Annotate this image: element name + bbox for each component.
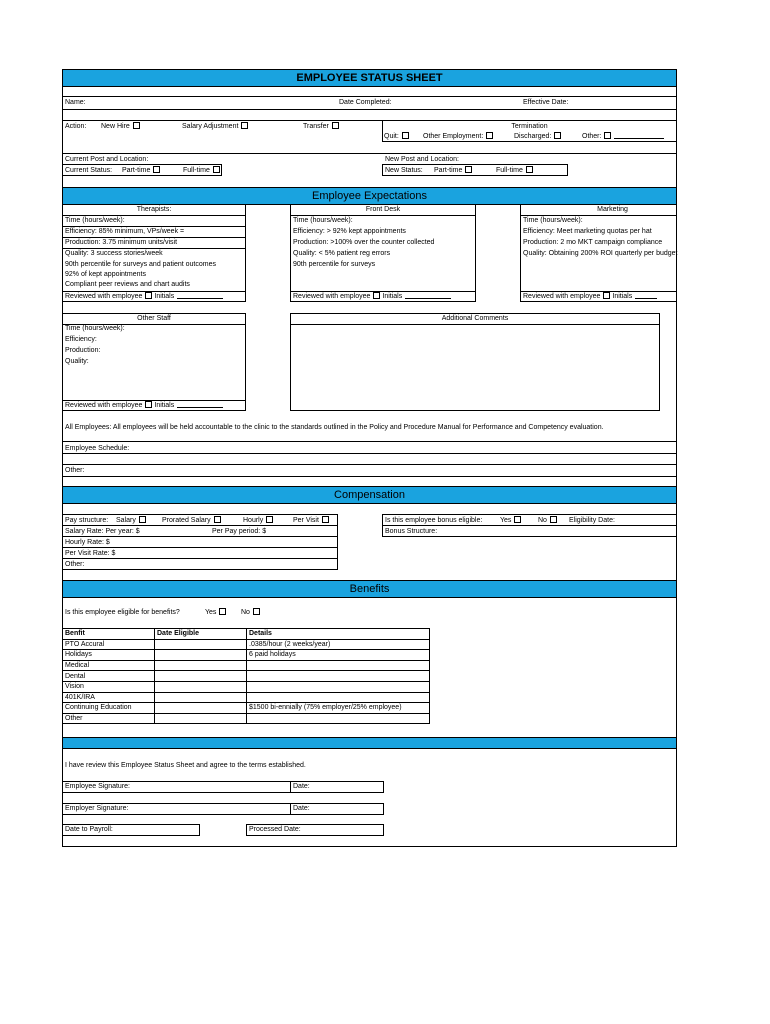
initials-label: Initials (612, 293, 633, 300)
other-employment-option[interactable] (423, 132, 493, 142)
current-part-time-checkbox[interactable] (153, 166, 160, 173)
salary-checkbox[interactable] (139, 516, 146, 523)
salary-option[interactable] (116, 516, 146, 526)
part-time-label: Part-time (122, 167, 151, 174)
hourly-checkbox[interactable] (266, 516, 273, 523)
quit-option[interactable] (384, 132, 409, 142)
marketing-line: Efficiency: Meet marketing quotas per hat (523, 228, 652, 235)
column-header: Benfit (63, 629, 155, 640)
per-pay-period-label: Per Pay period: $ (212, 528, 267, 535)
benefits-no-checkbox[interactable] (253, 608, 260, 615)
employer-date-label: Date: (293, 805, 310, 812)
benefits-table (62, 628, 430, 724)
new-hire-checkbox[interactable] (133, 122, 140, 129)
name-label: Name: (65, 99, 86, 106)
salary-label: Salary (116, 517, 136, 524)
other-staff-heading: Other Staff (137, 315, 171, 322)
front-desk-line: Efficiency: > 92% kept appointments (293, 228, 406, 235)
divider (62, 441, 677, 442)
new-hire-option[interactable] (101, 122, 140, 132)
front-desk-reviewed-checkbox[interactable] (373, 292, 380, 299)
other-staff-initials-line[interactable] (177, 407, 223, 408)
compensation-heading: Compensation (62, 486, 677, 504)
divider (62, 96, 677, 97)
other-termination-label: Other: (582, 133, 602, 140)
marketing-review[interactable] (523, 292, 657, 302)
date-eligible-cell[interactable] (155, 713, 247, 724)
benefit-name: Continuing Education (63, 703, 155, 714)
table-header-row (63, 629, 430, 640)
column-header: Date Eligible (155, 629, 247, 640)
yes-label: Yes (205, 609, 217, 616)
benefit-name: Holidays (63, 650, 155, 661)
hourly-rate-label: Hourly Rate: $ (65, 539, 110, 546)
marketing-line: Time (hours/week): (523, 217, 583, 224)
benefits-eligible-label: Is this employee eligible for benefits? (65, 609, 180, 616)
table-row (63, 692, 430, 703)
new-hire-label: New Hire (101, 123, 130, 130)
front-desk-heading: Front Desk (365, 206, 401, 213)
date-eligible-cell[interactable] (155, 681, 247, 692)
new-part-time-checkbox[interactable] (465, 166, 472, 173)
no-label: No (241, 609, 250, 616)
therapists-line: Efficiency: 85% minimum, VPs/week = (65, 228, 185, 235)
other-staff-line: Production: (65, 347, 101, 354)
bonus-yes-checkbox[interactable] (514, 516, 521, 523)
benefits-yes-option[interactable] (205, 608, 226, 618)
additional-comments-box[interactable] (290, 313, 660, 411)
bonus-yes-option[interactable] (500, 516, 521, 526)
other-staff-reviewed-checkbox[interactable] (145, 401, 152, 408)
benefit-details (247, 681, 430, 692)
initials-label: Initials (154, 402, 175, 409)
other-staff-line: Quality: (65, 358, 89, 365)
therapists-review[interactable] (65, 292, 223, 302)
transfer-checkbox[interactable] (332, 122, 339, 129)
other-staff-line: Efficiency: (65, 336, 97, 343)
transfer-option[interactable] (303, 122, 339, 132)
front-desk-review[interactable] (293, 292, 451, 302)
table-row (63, 650, 430, 661)
benefit-details (247, 660, 430, 671)
other-employment-checkbox[interactable] (486, 132, 493, 139)
prorated-salary-label: Prorated Salary (162, 517, 211, 524)
employee-date-label: Date: (293, 783, 310, 790)
marketing-initials-line[interactable] (635, 298, 657, 299)
full-time-label: Full-time (183, 167, 210, 174)
processed-date-label: Processed Date: (249, 826, 301, 833)
per-visit-rate-label: Per Visit Rate: $ (65, 550, 116, 557)
table-row (63, 660, 430, 671)
quit-label: Quit: (384, 133, 399, 140)
current-full-time-option[interactable] (183, 166, 220, 176)
divider (290, 803, 291, 815)
per-visit-label: Per Visit (293, 517, 319, 524)
discharged-checkbox[interactable] (554, 132, 561, 139)
initials-label: Initials (382, 293, 403, 300)
salary-adjustment-checkbox[interactable] (241, 122, 248, 129)
new-post-label: New Post and Location: (385, 156, 459, 163)
benefit-details (247, 692, 430, 703)
benefit-name: Vision (63, 681, 155, 692)
prorated-salary-option[interactable] (162, 516, 221, 526)
all-employees-statement: All Employees: All employees will be held accountable to the clinic to the standards outlined in the Policy and Procedure Manual for Performance and Competency evaluation. (65, 424, 604, 431)
date-eligible-cell[interactable] (155, 692, 247, 703)
benefits-heading: Benefits (62, 580, 677, 598)
therapists-initials-line[interactable] (177, 298, 223, 299)
date-eligible-cell[interactable] (155, 660, 247, 671)
marketing-line: Quality: Obtaining 200% ROI quarterly per budget (523, 250, 678, 257)
bonus-structure-label: Bonus Structure: (385, 528, 438, 535)
therapists-line: Compliant peer reviews and chart audits (65, 281, 190, 288)
column-header: Details (247, 629, 430, 640)
pay-structure-label: Pay structure: (65, 517, 109, 524)
table-row (63, 681, 430, 692)
form-title: EMPLOYEE STATUS SHEET (62, 69, 677, 87)
reviewed-label: Reviewed with employee (65, 402, 143, 409)
divider (62, 453, 677, 454)
employer-signature-label: Employer Signature: (65, 805, 129, 812)
front-desk-line: 90th percentile for surveys (293, 261, 376, 268)
benefit-name: 401K/IRA (63, 692, 155, 703)
benefits-no-option[interactable] (241, 608, 260, 618)
yes-label: Yes (500, 517, 512, 524)
date-eligible-cell[interactable] (155, 671, 247, 682)
therapists-line: Time (hours/week): (65, 217, 125, 224)
hourly-option[interactable] (243, 516, 273, 526)
front-desk-line: Quality: < 5% patient reg errors (293, 250, 391, 257)
benefit-name: PTO Accural (63, 639, 155, 650)
quit-checkbox[interactable] (402, 132, 409, 139)
divider (62, 476, 677, 477)
new-part-time-option[interactable] (434, 166, 472, 176)
therapists-line: 90th percentile for surveys and patient outcomes (65, 261, 216, 268)
employee-expectations-heading: Employee Expectations (62, 187, 677, 205)
other-staff-review[interactable] (65, 401, 223, 411)
effective-date-label: Effective Date: (523, 99, 569, 106)
termination-label: Termination (511, 123, 548, 130)
date-to-payroll-label: Date to Payroll: (65, 826, 113, 833)
date-eligible-cell[interactable] (155, 639, 247, 650)
salary-adjustment-label: Salary Adjustment (182, 123, 239, 130)
current-full-time-checkbox[interactable] (213, 166, 220, 173)
benefit-details: 6 paid holidays (247, 650, 430, 661)
marketing-reviewed-checkbox[interactable] (603, 292, 610, 299)
other-staff-line: Time (hours/week): (65, 325, 125, 332)
new-status-label: New Status: (385, 167, 423, 174)
table-row (63, 671, 430, 682)
benefits-yes-checkbox[interactable] (219, 608, 226, 615)
new-full-time-option[interactable] (496, 166, 533, 176)
other-termination-checkbox[interactable] (604, 132, 611, 139)
full-time-label: Full-time (496, 167, 523, 174)
reviewed-label: Reviewed with employee (523, 293, 601, 300)
current-status-label: Current Status: (65, 167, 113, 174)
compensation-other-label: Other: (65, 561, 85, 568)
agreement-statement: I have review this Employee Status Sheet and agree to the terms established. (65, 762, 306, 769)
benefit-details: .0385/hour (2 weeks/year) (247, 639, 430, 650)
discharged-option[interactable] (514, 132, 561, 142)
therapists-line: 92% of kept appointments (65, 271, 146, 278)
other-employment-label: Other Employment: (423, 133, 484, 140)
front-desk-line: Production: >100% over the counter collected (293, 239, 435, 246)
divider (62, 153, 677, 154)
therapists-heading: Therapists: (136, 206, 172, 213)
front-desk-line: Time (hours/week): (293, 217, 353, 224)
benefit-details (247, 671, 430, 682)
hourly-label: Hourly (243, 517, 264, 524)
form-frame (62, 69, 677, 847)
per-visit-checkbox[interactable] (322, 516, 329, 523)
divider (62, 464, 677, 465)
prorated-salary-checkbox[interactable] (214, 516, 221, 523)
benefit-name: Dental (63, 671, 155, 682)
employee-signature-label: Employee Signature: (65, 783, 130, 790)
transfer-label: Transfer (303, 123, 329, 130)
table-row (63, 713, 430, 724)
benefit-name: Other (63, 713, 155, 724)
additional-comments-heading: Additional Comments (441, 315, 509, 322)
action-label: Action: (65, 123, 87, 130)
divider (290, 781, 291, 793)
benefit-details: $1500 bi-ennially (75% employer/25% employee) (247, 703, 430, 714)
part-time-label: Part-time (434, 167, 463, 174)
per-visit-option[interactable] (293, 516, 329, 526)
table-row (63, 639, 430, 650)
therapists-line: Quality: 3 success stories/week (65, 250, 163, 257)
date-completed-label: Date Completed: (339, 99, 392, 106)
divider (290, 324, 660, 325)
therapists-line: Production: 3.75 minimum units/visit (65, 239, 178, 246)
benefit-details (247, 713, 430, 724)
benefit-name: Medical (63, 660, 155, 671)
salary-adjustment-option[interactable] (182, 122, 248, 132)
front-desk-initials-line[interactable] (405, 298, 451, 299)
date-eligible-cell[interactable] (155, 650, 247, 661)
marketing-heading: Marketing (597, 206, 628, 213)
discharged-label: Discharged: (514, 133, 552, 140)
bonus-eligible-label: Is this employee bonus eligible: (385, 517, 483, 524)
salary-rate-label: Salary Rate: Per year: $ (65, 528, 140, 535)
reviewed-label: Reviewed with employee (65, 293, 143, 300)
no-label: No (538, 517, 547, 524)
current-post-label: Current Post and Location: (65, 156, 149, 163)
current-part-time-option[interactable] (122, 166, 160, 176)
divider (62, 109, 677, 110)
initials-label: Initials (154, 293, 175, 300)
other-termination-option[interactable] (582, 132, 664, 142)
eligibility-date-label: Eligibility Date: (569, 517, 615, 524)
bonus-no-checkbox[interactable] (550, 516, 557, 523)
expectations-other-label: Other: (65, 467, 85, 474)
bonus-no-option[interactable] (538, 516, 557, 526)
table-row (63, 703, 430, 714)
section-divider-band (62, 737, 677, 749)
marketing-line: Production: 2 mo MKT campaign compliance (523, 239, 663, 246)
other-termination-line[interactable] (614, 138, 664, 139)
new-full-time-checkbox[interactable] (526, 166, 533, 173)
reviewed-label: Reviewed with employee (293, 293, 371, 300)
employee-schedule-label: Employee Schedule: (65, 445, 130, 452)
therapists-reviewed-checkbox[interactable] (145, 292, 152, 299)
date-eligible-cell[interactable] (155, 703, 247, 714)
